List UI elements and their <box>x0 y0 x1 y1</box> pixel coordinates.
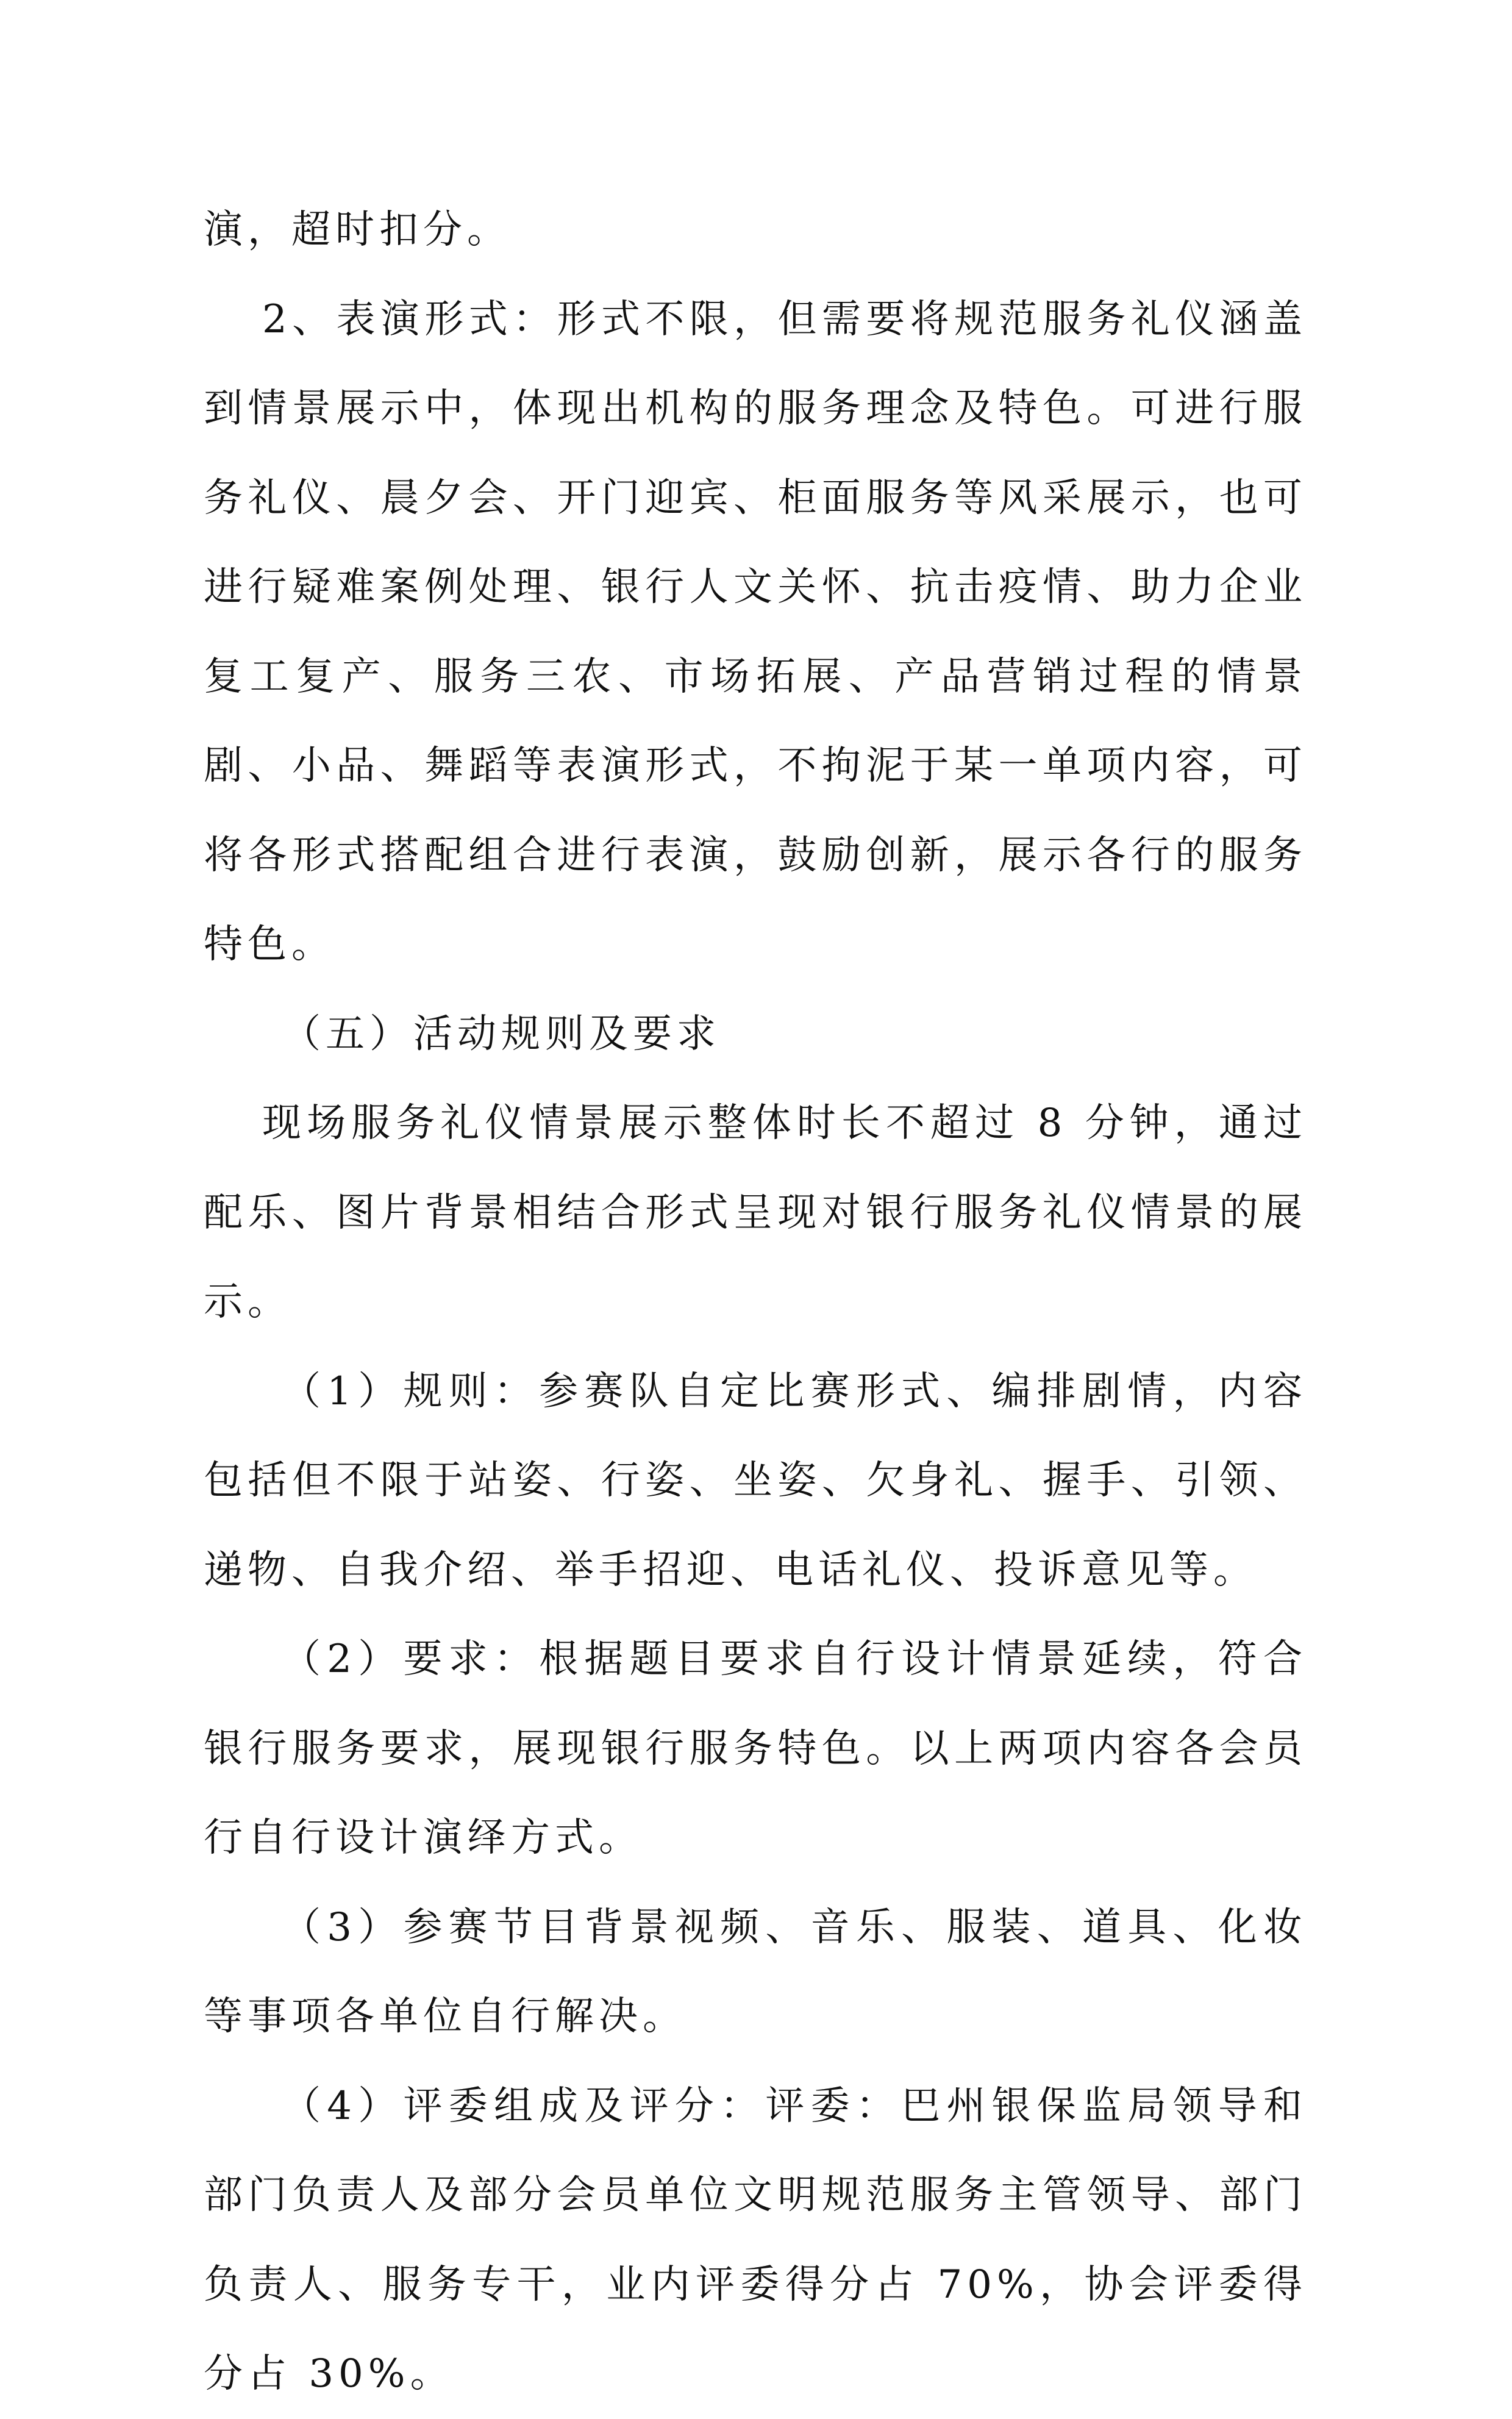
paragraph-item-3: （3）参赛节目背景视频、音乐、服装、道具、化妆等事项各单位自行解决。 <box>204 1904 1307 2039</box>
section-heading-rules: （五）活动规则及要求 <box>282 1011 721 1057</box>
document-body <box>204 185 1307 2419</box>
paragraph-continuation: 演，超时扣分。 <box>204 207 511 252</box>
paragraph-duration: 现场服务礼仪情景展示整体时长不超过 8 分钟，通过配乐、图片背景相结合形式呈现对银行服务礼仪情景的展示。 <box>204 1101 1307 1324</box>
paragraph-rule-1: （1）规则：参赛队自定比赛形式、编排剧情，内容包括但不限于站姿、行姿、坐姿、欠身礼、握手、引领、递物、自我介绍、举手招迎、电话礼仪、投诉意见等。 <box>204 1368 1307 1593</box>
paragraph-performance-form: 2、表演形式：形式不限，但需要将规范服务礼仪涵盖到情景展示中，体现出机构的服务理念及特色。可进行服务礼仪、晨夕会、开门迎宾、柜面服务等风采展示，也可进行疑难案例处理、银行人文关怀、抗击疫情、助力企业复工复产、服务三农、市场拓展、产品营销过程的情景剧、小品、舞蹈等表演形式，不拘泥于某一单项内容，可将各形式搭配组合进行表演，鼓励创新，展示各行的服务特色。 <box>204 296 1307 967</box>
paragraph-judging-4: （4）评委组成及评分：评委：巴州银保监局领导和部门负责人及部分会员单位文明规范服务主管领导、部门负责人、服务专干，业内评委得分占 70%，协会评委得分占 30%。 <box>204 2083 1307 2396</box>
paragraph-requirement-2: （2）要求：根据题目要求自行设计情景延续，符合银行服务要求，展现银行服务特色。以上两项内容各会员行自行设计演绎方式。 <box>204 1637 1307 1860</box>
